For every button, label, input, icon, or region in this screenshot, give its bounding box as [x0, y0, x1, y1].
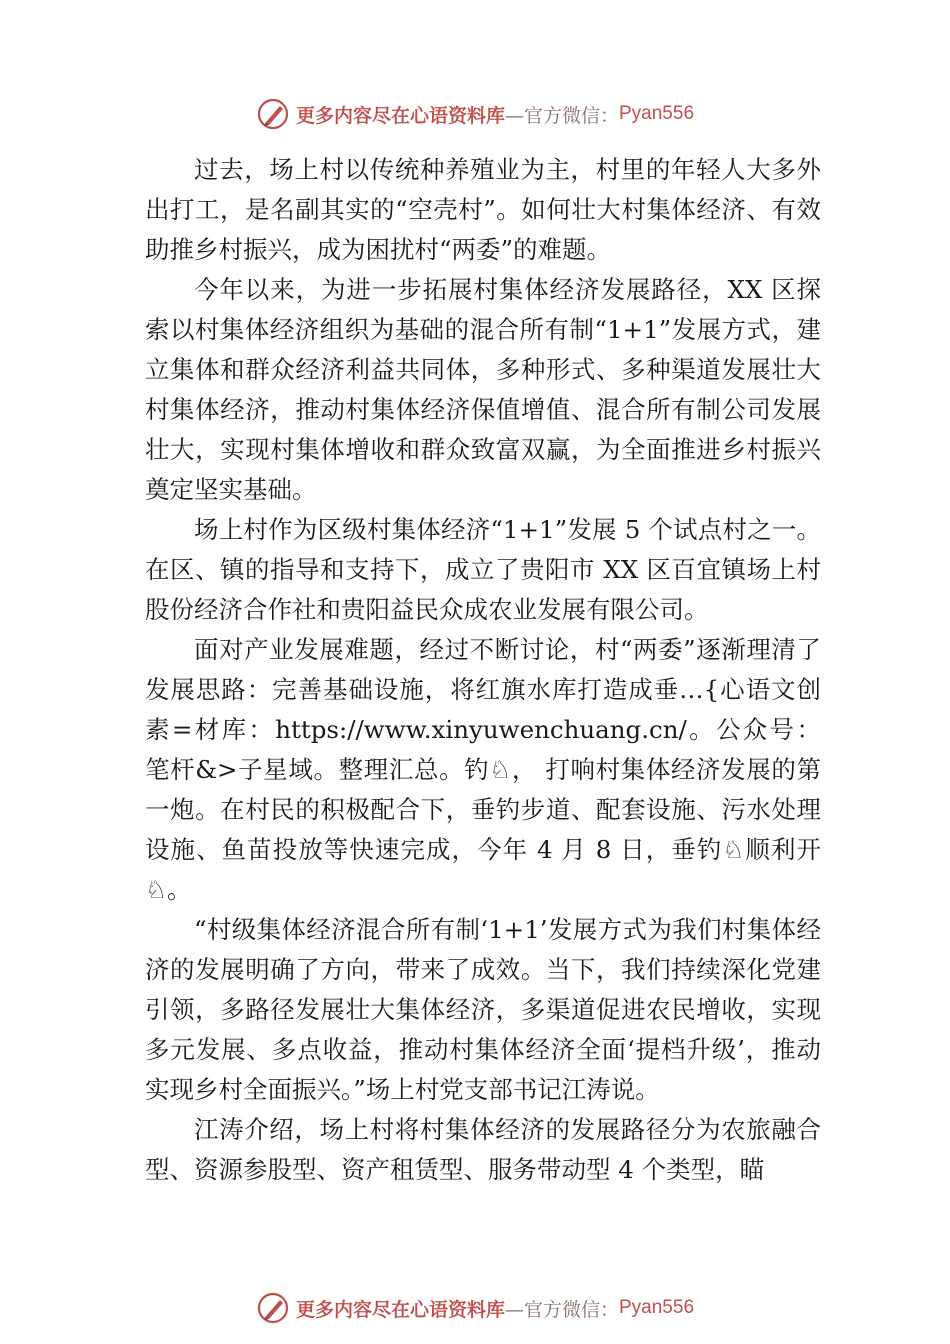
- paragraph-2: 今年以来，为进一步拓展村集体经济发展路径，XX 区探索以村集体经济组织为基础的混合所有制“1+1”发展方式，建立集体和群众经济利益共同体，多种形式、多种渠道发展壮大村集体经济，推动村集体经济保值增值、混合所有制公司发展壮大，实现村集体增收和群众致富双赢，为全面推进乡村振兴奠定坚实基础。: [145, 275, 821, 504]
- footer-sub-text: —官方微信：: [504, 1298, 619, 1321]
- header-sub-text: —官方微信：: [504, 104, 619, 127]
- document-body: [145, 150, 821, 1190]
- footer-main-text: 更多内容尽在心语资料库: [295, 1298, 505, 1321]
- paragraph-1: 过去，场上村以传统种养殖业为主，村里的年轻人大多外出打工，是名副其实的“空壳村”。如何壮大村集体经济、有效助推乡村振兴，成为困扰村“两委”的难题。: [145, 155, 821, 264]
- paragraph-6: 江涛介绍，场上村将村集体经济的发展路径分为农旅融合型、资源参股型、资产租赁型、服务带动型 4 个类型，瞄: [145, 1115, 821, 1184]
- paragraph-3: 场上村作为区级村集体经济“1+1”发展 5 个试点村之一。在区、镇的指导和支持下，成立了贵阳市 XX 区百宜镇场上村股份经济合作社和贵阳益民众成农业发展有限公司。: [145, 515, 821, 624]
- footer-banner: [0, 1288, 950, 1328]
- pen-circle-logo-icon: [256, 1291, 290, 1325]
- pen-circle-logo-icon: [256, 97, 290, 131]
- header-main-text: 更多内容尽在心语资料库: [295, 104, 505, 127]
- paragraph-5: “村级集体经济混合所有制‘1+1’发展方式为我们村集体经济的发展明确了方向，带来了成效。当下，我们持续深化党建引领，多路径发展壮大集体经济，多渠道促进农民增收，实现多元发展、多点收益，推动村集体经济全面‘提档升级’，推动实现乡村全面振兴。”场上村党支部书记江涛说。: [145, 915, 821, 1104]
- paragraph-4: 面对产业发展难题，经过不断讨论，村“两委”逐渐理清了发展思路：完善基础设施，将红旗水库打造成垂…{心语文创素=材库：https://www.xinyuwenchuang.cn/。公众号：笔杆&>子星域。整理汇总。钓♘， 打响村集体经济发展的第一炮。在村民的积极配合下，垂钓步道、配套设施、污水处理设施、鱼苗投放等快速完成，今年 4 月 8 日，垂钓♘顺利开♘。: [145, 635, 821, 904]
- header-banner: [0, 94, 950, 134]
- footer-wechat-id: Pyan556: [619, 1297, 695, 1318]
- header-wechat-id: Pyan556: [619, 103, 695, 124]
